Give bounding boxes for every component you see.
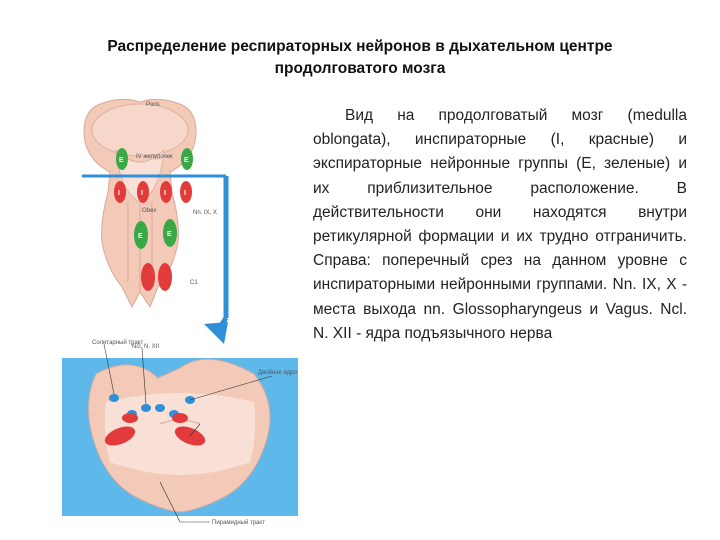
label-pons: Pons: [146, 102, 160, 108]
inspiratory-group: [160, 181, 172, 203]
marker-e: E: [138, 233, 143, 240]
inspiratory-group: [180, 181, 192, 203]
medulla-figure: [40, 92, 310, 532]
title-line-2: продолговатого мозга: [274, 60, 446, 77]
slide-title: [20, 36, 700, 80]
brainstem-dorsal-view: [84, 99, 217, 307]
marker-i: I: [141, 190, 143, 197]
title-line-1: Распределение респираторных нейронов в дыхательном центре: [107, 38, 613, 55]
label-pyramidal-tract: Пирамидный тракт: [212, 520, 265, 526]
inspiratory-nucleus: [172, 413, 188, 423]
label-nucleus-ambiguus: Двойное ядро: [258, 370, 297, 376]
inspiratory-group: [137, 181, 149, 203]
marker-i: I: [164, 190, 166, 197]
label-c1: C1: [190, 280, 198, 286]
cross-section: [62, 339, 298, 526]
marker-e: E: [167, 231, 172, 238]
marker-e: E: [184, 157, 189, 164]
label-nerves: Nn. IX, X: [193, 210, 218, 216]
nucleus-blue: [155, 404, 165, 412]
marker-i: I: [184, 190, 186, 197]
label-ncl-xii: Ncl. N. XII: [132, 344, 160, 350]
description-text: Вид на продолговатый мозг (medulla oblongata), инспираторные (I, красные) и экспираторные нейронные группы (E, зеленые) и их приблизительное расположение. В действительности они находятся внутри ретикулярной формации и их трудно отграничить. Справа: поперечный срез на данном уровне с инспираторными нейронными группами. Nn. IX, X - места выхода nn. Glossopharyngeus и Vagus. Ncl. N. XII - ядра подъязычного нерва: [313, 107, 687, 342]
inspiratory-nucleus: [122, 413, 138, 423]
nucleus-blue: [109, 394, 119, 402]
label-ventricle: IV желудочек: [136, 154, 173, 160]
inspiratory-group: [158, 263, 172, 291]
label-obex: Obex: [142, 208, 157, 214]
marker-i: I: [118, 190, 120, 197]
nucleus-blue: [141, 404, 151, 412]
inspiratory-group: [141, 263, 155, 291]
inspiratory-group: [114, 181, 126, 203]
marker-e: E: [119, 157, 124, 164]
label-solitary-tract: Солитарный тракт: [92, 340, 144, 346]
